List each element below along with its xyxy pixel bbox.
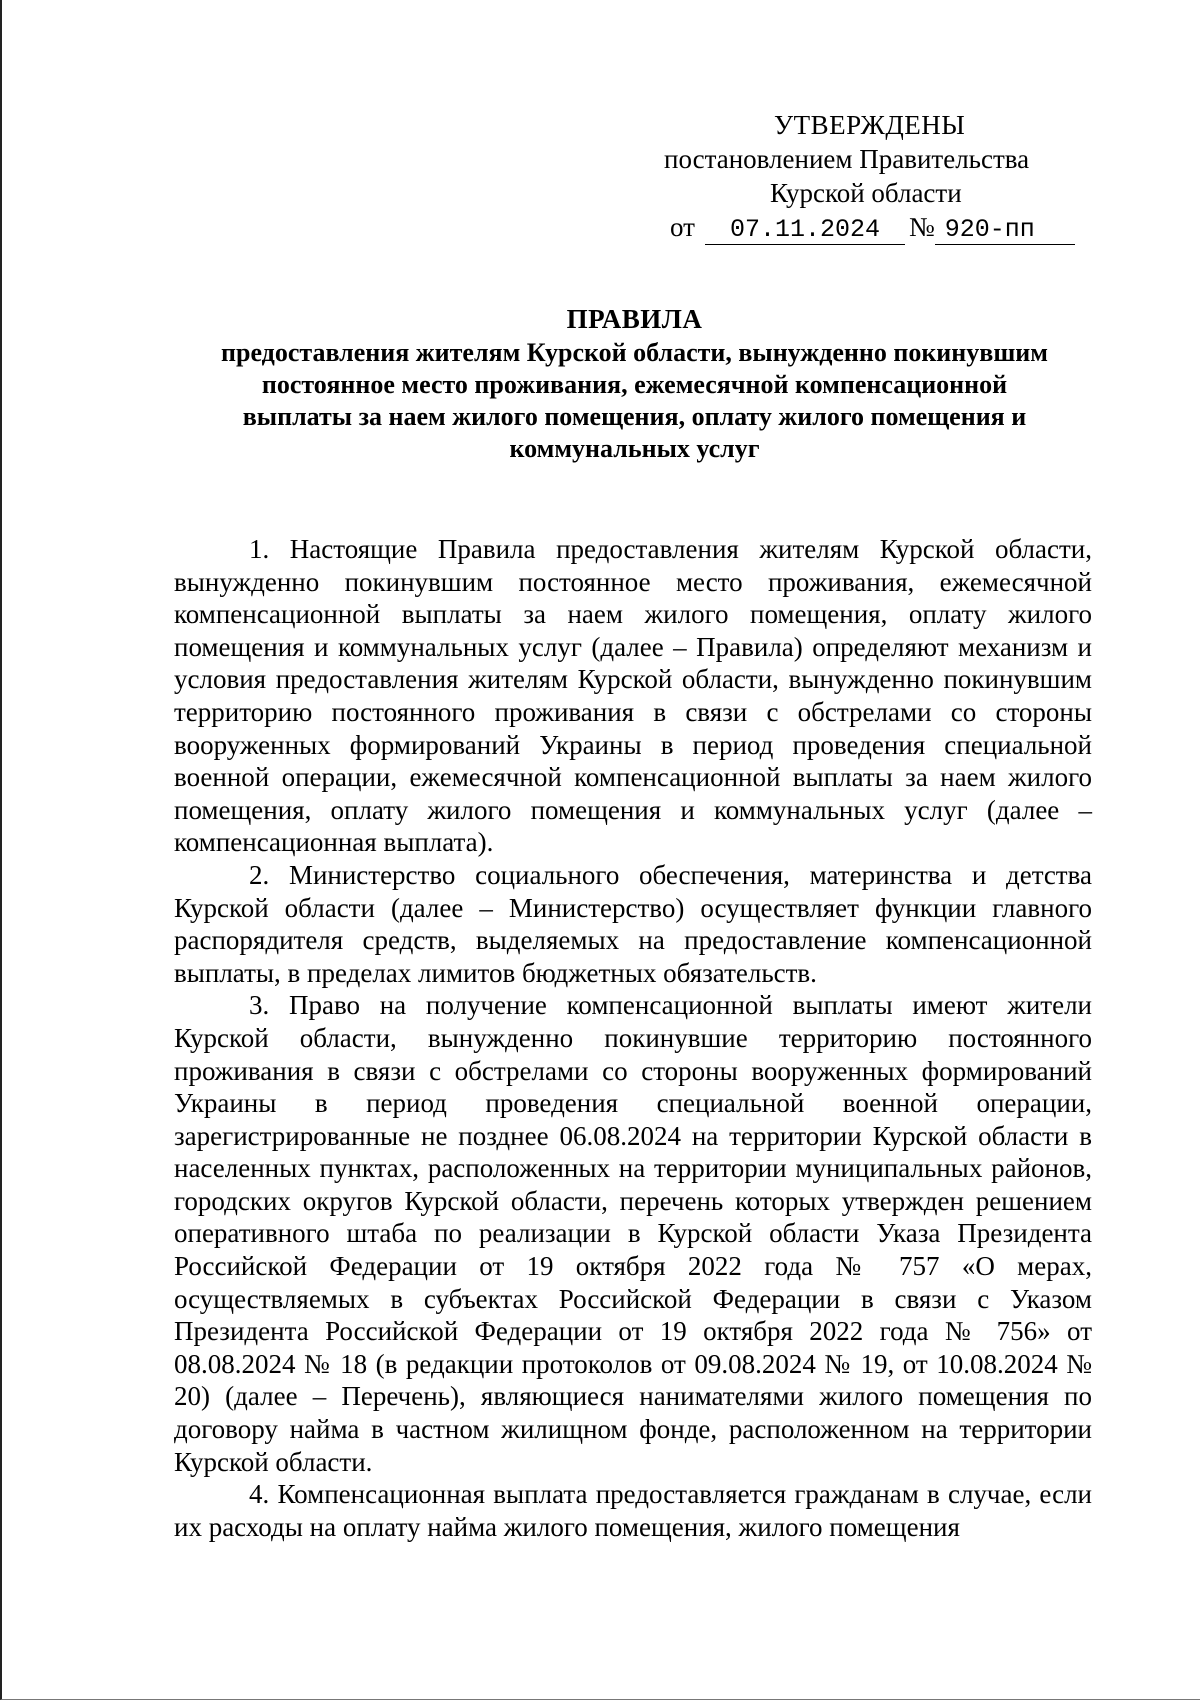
paragraph-3: 3. Право на получение компенсационной выплаты имеют жители Курской области, вынужденно покинувшие территорию постоянного проживания в связи с обстрелами со стороны вооруженных формирований Украины в период проведения специальной военной операции, зарегистрированные не позднее 06.08.2024 на территории Курской области в населенных пунктах, расположенных на территории муниципальных районов, городских округов Курской области, перечень которых утвержден решением оперативного штаба по реализации в Курской области Указа Президента Российской Федерации от 19 октября 2022 года № 757 «О мерах, осуществляемых в субъектах Российской Федерации в связи с Указом Президента Российской Федерации от 19 октября 2022 года № 756» от 08.08.2024 № 18 (в редакции протоколов от 09.08.2024 № 19, от 10.08.2024 № 20) (далее – Перечень), являющиеся нанимателями жилого помещения по договору найма в частном жилищном фонде, расположенном на территории Курской области. (174, 990, 1092, 1477)
document-title (172, 303, 1097, 465)
title-subtitle-line: постоянное место проживания, ежемесячной компенсационной (261, 370, 1008, 399)
title-subtitle-line: предоставления жителям Курской области, вынужденно покинувшим (221, 338, 1048, 367)
date-prefix: от (670, 212, 695, 242)
approval-number: 920-пп (935, 216, 1075, 245)
title-subtitle-line: коммунальных услуг (509, 434, 760, 463)
approval-date-line (652, 210, 1072, 245)
paragraph-4: 4. Компенсационная выплата предоставляется гражданам в случае, если их расходы на оплату найма жилого помещения, жилого помещения (174, 1479, 1092, 1542)
document-body (174, 533, 1092, 1543)
number-prefix: № (908, 212, 935, 242)
approval-heading: УТВЕРЖДЕНЫ (774, 110, 966, 140)
paragraph-2: 2. Министерство социального обеспечения, материнства и детства Курской области (далее – Министерство) осуществляет функции главного распорядителя средств, выделяемых на предоставление компенсационной выплаты, в пределах лимитов бюджетных обязательств. (174, 859, 1092, 988)
approval-date: 07.11.2024 (705, 216, 905, 245)
approval-stamp (652, 108, 1072, 245)
title-main: ПРАВИЛА (566, 304, 703, 334)
approval-issuer: постановлением Правительства (664, 144, 1030, 174)
paragraph-1: 1. Настоящие Правила предоставления жителям Курской области, вынужденно покинувшим постоянное место проживания, ежемесячной компенсационной выплаты за наем жилого помещения, оплату жилого помещения и коммунальных услуг (далее – Правила) определяют механизм и условия предоставления жителям Курской области, вынужденно покинувшим территорию постоянного проживания в связи с обстрелами со стороны вооруженных формирований Украины в период проведения специальной военной операции, ежемесячной компенсационной выплаты за наем жилого помещения, оплату жилого помещения и коммунальных услуг (далее – компенсационная выплата). (174, 534, 1092, 858)
title-subtitle-line: выплаты за наем жилого помещения, оплату жилого помещения и (242, 402, 1027, 431)
approval-region: Курской области (770, 178, 962, 208)
